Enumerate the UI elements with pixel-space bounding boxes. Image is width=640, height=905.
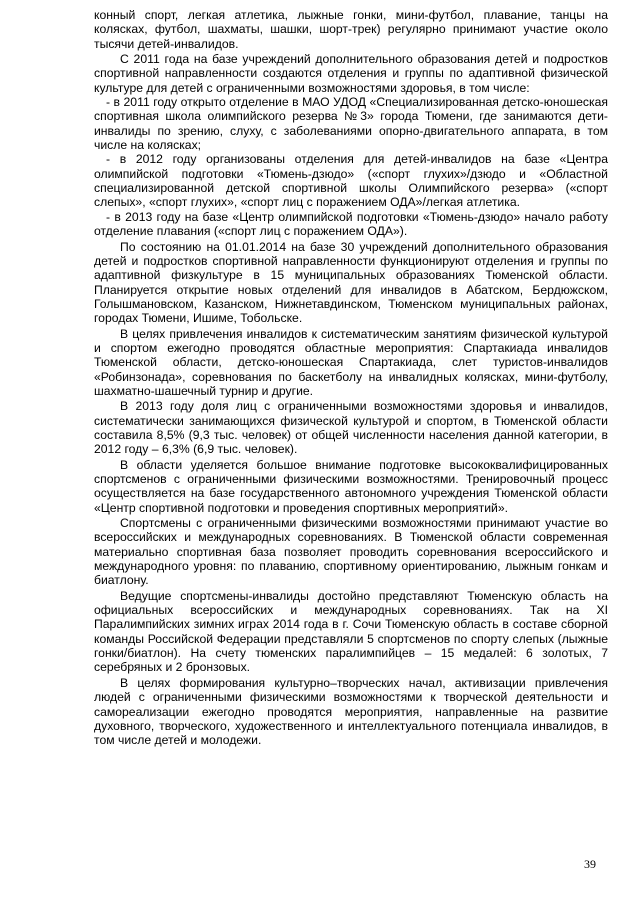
- document-body: [94, 8, 608, 748]
- paragraph-7: Спортсмены с ограниченными физическими возможностями принимают участие во всероссийских и международных соревнованиях. В Тюменской области современная материально спортивная база позволяет проводить соревнования всероссийского и международного уровня: по плаванию, спортивному ориентированию, лыжным гонкам и биатлону.: [94, 516, 608, 588]
- paragraph-1: конный спорт, легкая атлетика, лыжные гонки, мини-футбол, плавание, танцы на колясках, футбол, шахматы, шашки, шорт-трек) регулярно принимают участие около тысячи детей-инвалидов.: [94, 8, 608, 51]
- paragraph-3: По состоянию на 01.01.2014 на базе 30 учреждений дополнительного образования детей и подростков спортивной направленности функционируют отделения и группы по адаптивной физкультуре в 15 муниципальных образованиях Тюменской области. Планируется открытие новых отделений для инвалидов в Абатском, Бердюжском, Голышмановском, Казанском, Нижнетавдинском, Тюменском муниципальных районах, городах Тюмени, Ишиме, Тобольске.: [94, 239, 608, 326]
- list-item-2012: - в 2012 году организованы отделения для детей-инвалидов на базе «Центра олимпийской подготовки «Тюмень-дзюдо» («спорт глухих»/дзюдо и «Областной специализированной детской спортивной школы Олимпийского резерва» («спорт слепых», «спорт глухих», «спорт лиц с поражением ОДА»/легкая атлетика.: [94, 152, 608, 210]
- list-item-2011: - в 2011 году открыто отделение в МАО УДОД «Специализированная детско-юношеская спортивная школа олимпийского резерва №3» города Тюмени, где занимаются дети-инвалиды по зрению, слуху, с заболеваниями опорно-двигательного аппарата, в том числе на колясках;: [94, 95, 608, 153]
- paragraph-9: В целях формирования культурно–творческих начал, активизации привлечения людей с ограниченными физическими возможностями к творческой деятельности и самореализации ежегодно проводятся мероприятия, направленные на развитие духовного, творческого, художественного и интеллектуального потенциала инвалидов, в том числе детей и молодежи.: [94, 675, 608, 748]
- paragraph-4: В целях привлечения инвалидов к систематическим занятиям физической культурой и спортом ежегодно проводятся областные мероприятия: Спартакиада инвалидов Тюменской области, детско-юношеская Спартакиада, слет туристов-инвалидов «Робинзонада», соревнования по баскетболу на инвалидных колясках, мини-футболу, шахматно-шашечный турнир и другие.: [94, 326, 608, 398]
- paragraph-2: С 2011 года на базе учреждений дополнительного образования детей и подростков спортивной направленности создаются отделения и группы по адаптивной физической культуре для детей с ограниченными возможностями здоровья, в том числе:: [94, 52, 608, 95]
- paragraph-8: Ведущие спортсмены-инвалиды достойно представляют Тюменскую область на официальных всероссийских и международных соревнованиях. Так на XI Паралимпийских зимних играх 2014 года в г. Сочи Тюменскую область в составе сборной команды Российской Федерации представляли 5 спортсменов по спорту слепых (лыжные гонки/биатлон). На счету тюменских паралимпийцев – 15 медалей: 6 золотых, 7 серебряных и 2 бронзовых.: [94, 588, 608, 675]
- paragraph-6: В области уделяется большое внимание подготовке высококвалифицированных спортсменов с ограниченными физическими возможностями. Тренировочный процесс осуществляется на базе государственного автономного учреждения Тюменской области «Центр спортивной подготовки и проведения спортивных мероприятий».: [94, 457, 608, 515]
- page-number: 39: [584, 857, 596, 871]
- list-item-2013: - в 2013 году на базе «Центр олимпийской подготовки «Тюмень-дзюдо» начало работу отделение плавания («спорт лиц с поражением ОДА»).: [94, 209, 608, 239]
- paragraph-5: В 2013 году доля лиц с ограниченными возможностями здоровья и инвалидов, систематически занимающихся физической культурой и спортом, в Тюменской области составила 8,5% (9,3 тыс. человек) от общей численности населения данной категории, в 2012 году – 6,3% (6,9 тыс. человек).: [94, 399, 608, 457]
